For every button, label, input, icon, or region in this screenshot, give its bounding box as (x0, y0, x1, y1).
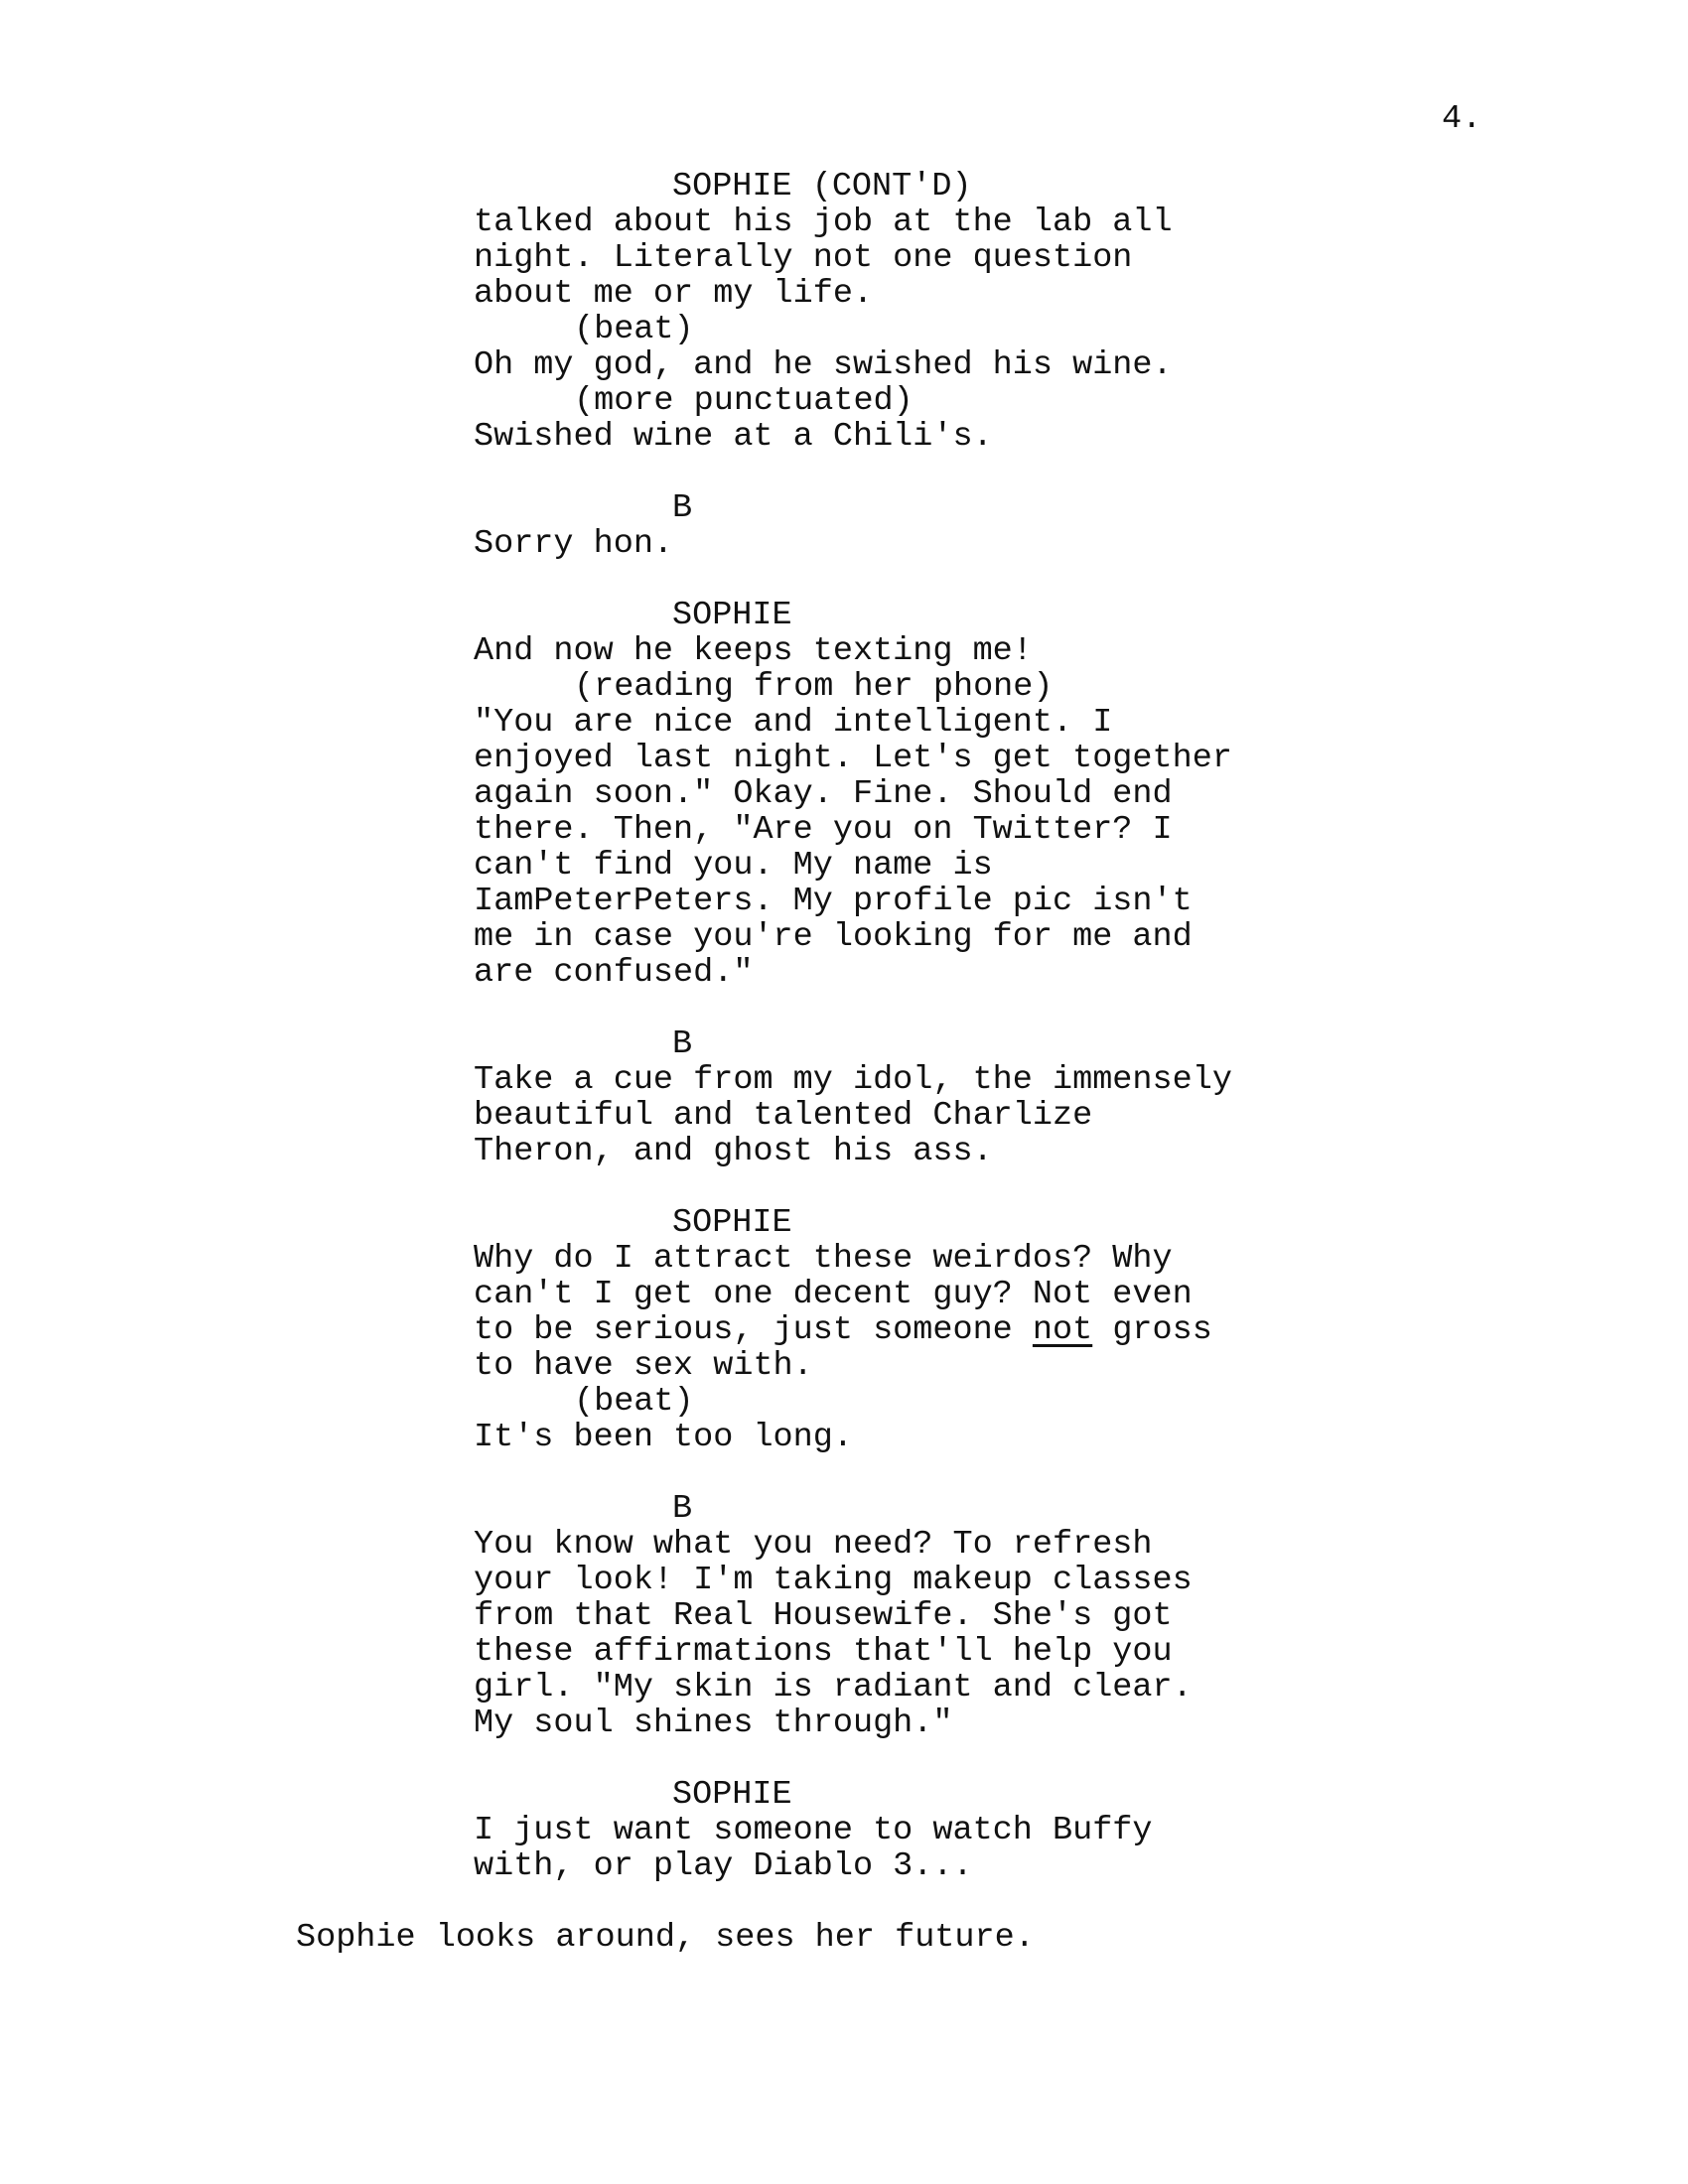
parenthetical: (more punctuated) (574, 382, 914, 420)
parenthetical: (beat) (574, 311, 694, 348)
dialogue-line: Oh my god, and he swished his wine. (474, 346, 1173, 384)
dialogue-line: Take a cue from my idol, the immensely (474, 1061, 1232, 1099)
dialogue-segment: to be serious, just someone (474, 1311, 1033, 1349)
dialogue-line: these affirmations that'll help you (474, 1633, 1173, 1671)
dialogue-line: Sorry hon. (474, 525, 674, 563)
underlined-word: not (1032, 1311, 1093, 1349)
dialogue-line: with, or play Diablo 3... (474, 1847, 973, 1885)
dialogue-line: girl. "My skin is radiant and clear. (474, 1669, 1193, 1706)
page-number: 4. (1442, 100, 1482, 138)
dialogue-line: beautiful and talented Charlize (474, 1097, 1093, 1135)
dialogue-line: It's been too long. (474, 1419, 853, 1456)
dialogue-line: "You are nice and intelligent. I (474, 704, 1113, 742)
dialogue-line: Swished wine at a Chili's. (474, 418, 993, 456)
character-cue: B (672, 489, 693, 527)
dialogue-line: night. Literally not one question (474, 239, 1133, 277)
character-cue: B (672, 1025, 693, 1063)
character-cue: SOPHIE (672, 1776, 792, 1814)
character-cue: SOPHIE (CONT'D) (672, 168, 972, 205)
dialogue-line-emphasis (474, 1312, 1212, 1348)
dialogue-line: enjoyed last night. Let's get together (474, 740, 1232, 777)
character-cue: B (672, 1490, 693, 1528)
dialogue-line: And now he keeps texting me! (474, 632, 1033, 670)
parenthetical: (beat) (574, 1383, 694, 1421)
dialogue-line: there. Then, "Are you on Twitter? I (474, 811, 1173, 849)
dialogue-line: can't find you. My name is (474, 847, 993, 885)
dialogue-line: from that Real Housewife. She's got (474, 1597, 1173, 1635)
dialogue-line: IamPeterPeters. My profile pic isn't (474, 883, 1193, 920)
dialogue-line: are confused." (474, 954, 754, 992)
dialogue-line: your look! I'm taking makeup classes (474, 1562, 1193, 1599)
dialogue-segment: gross (1092, 1311, 1212, 1349)
dialogue-line: me in case you're looking for me and (474, 918, 1193, 956)
dialogue-line: about me or my life. (474, 275, 874, 313)
dialogue-line: can't I get one decent guy? Not even (474, 1276, 1193, 1313)
dialogue-line: I just want someone to watch Buffy (474, 1812, 1153, 1849)
character-cue: SOPHIE (672, 1204, 792, 1242)
character-cue: SOPHIE (672, 597, 792, 634)
dialogue-line: My soul shines through." (474, 1705, 953, 1742)
dialogue-line: again soon." Okay. Fine. Should end (474, 775, 1173, 813)
dialogue-line: Theron, and ghost his ass. (474, 1133, 993, 1170)
dialogue-line: talked about his job at the lab all (474, 204, 1173, 241)
parenthetical: (reading from her phone) (574, 668, 1054, 706)
dialogue-line: You know what you need? To refresh (474, 1526, 1153, 1564)
dialogue-line: Why do I attract these weirdos? Why (474, 1240, 1173, 1278)
dialogue-line: to have sex with. (474, 1347, 813, 1385)
action-line: Sophie looks around, sees her future. (296, 1919, 1035, 1957)
